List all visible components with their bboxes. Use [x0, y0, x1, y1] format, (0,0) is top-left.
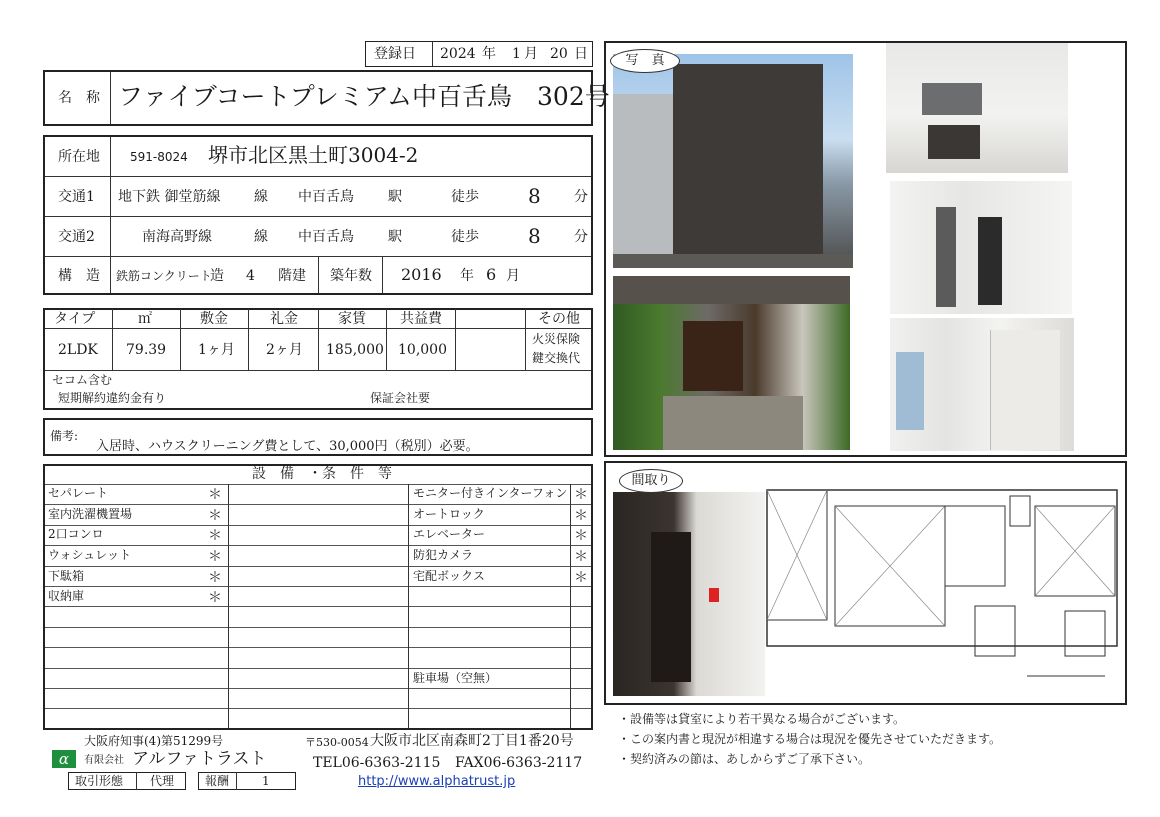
structure-material: 鉄筋コンクリート	[116, 269, 212, 283]
deal-label: 取引形態	[75, 774, 124, 788]
transport1-minutes-unit: 分	[574, 189, 588, 205]
registration-day: 20	[550, 46, 568, 62]
header-area: ㎡	[138, 311, 152, 327]
transport1-station-unit: 駅	[388, 189, 402, 205]
registration-year: 2024	[440, 46, 476, 62]
equipment-item: 宅配ボックス	[413, 569, 485, 583]
registration-day-unit: 日	[574, 46, 588, 62]
note-secom: セコム含む	[52, 373, 113, 387]
equipment-item: 防犯カメラ	[413, 548, 474, 562]
value-rent: 185,000	[326, 342, 384, 358]
structure-floors: 4	[246, 268, 255, 284]
equipment-row-divider	[45, 606, 591, 607]
value-type: 2LDK	[58, 342, 98, 358]
floorplan-drawing	[765, 486, 1119, 698]
kitchen-photo	[886, 43, 1068, 173]
value-key-money: 2ヶ月	[266, 342, 303, 358]
note-penalty: 短期解約違約金有り	[58, 391, 167, 405]
transport1-line-unit: 線	[254, 189, 268, 205]
transport1-label: 交通1	[58, 189, 95, 205]
transport2-label: 交通2	[58, 229, 95, 245]
location-label: 所在地	[58, 149, 100, 165]
equipment-mark: ＊	[574, 570, 588, 586]
registration-label: 登録日	[374, 46, 416, 62]
photos-label: 写 真	[610, 49, 680, 73]
equipment-mark: ＊	[208, 549, 222, 565]
transport1-minutes: 8	[528, 184, 541, 208]
value-other-1: 火災保険	[532, 332, 581, 346]
built-label: 築年数	[330, 268, 372, 284]
equipment-row-divider	[45, 708, 591, 709]
company-website-link[interactable]: http://www.alphatrust.jp	[358, 774, 516, 789]
structure-label: 構 造	[58, 268, 100, 284]
company-postal: 〒530-0054	[305, 736, 369, 749]
equipment-mark: ＊	[208, 508, 222, 524]
equipment-mark: ＊	[574, 508, 588, 524]
license-number: 大阪府知事(4)第51299号	[84, 734, 224, 748]
equipment-item: セパレート	[48, 486, 109, 500]
company-tel: TEL06-6363-2115	[313, 755, 441, 771]
transport2-line: 南海高野線	[142, 229, 212, 245]
value-common-fee: 10,000	[398, 342, 447, 358]
built-month-unit: 月	[506, 268, 520, 284]
equipment-mark: ＊	[574, 528, 588, 544]
name-label: 名 称	[58, 90, 100, 106]
equipment-item: 室内洗濯機置場	[48, 507, 133, 521]
structure-floors-unit: 階建	[278, 268, 306, 284]
equipment-row-divider	[45, 525, 591, 526]
equipment-mark: ＊	[208, 570, 222, 586]
equipment-mark: ＊	[574, 487, 588, 503]
parking-status: 駐車場（空無）	[413, 671, 498, 685]
registration-year-unit: 年	[482, 46, 496, 62]
deal-value: 代理	[150, 774, 175, 788]
remarks-label: 備考:	[50, 429, 79, 443]
equipment-mark: ＊	[208, 487, 222, 503]
header-rent: 家賃	[338, 311, 366, 327]
built-year-unit: 年	[460, 268, 474, 284]
value-deposit: 1ヶ月	[198, 342, 235, 358]
location-postal: 591-8024	[130, 150, 188, 164]
company-type: 有限会社	[84, 755, 124, 766]
transport1-walk: 徒歩	[451, 189, 479, 205]
header-type: タイプ	[54, 311, 96, 327]
registration-month-unit: 月	[524, 46, 538, 62]
fee-value: 1	[262, 774, 270, 788]
equipment-row-divider	[45, 545, 591, 546]
value-other-2: 鍵交換代	[532, 351, 581, 365]
note-guarantor: 保証会社要	[370, 391, 431, 405]
built-year: 2016	[401, 265, 442, 284]
equipment-mark: ＊	[208, 528, 222, 544]
company-name: アルファトラスト	[132, 749, 267, 769]
note-line-1: ・設備等は貸室により若干異なる場合がございます。	[618, 712, 906, 726]
equipment-mark: ＊	[208, 590, 222, 606]
header-deposit: 敷金	[200, 311, 228, 327]
value-area: 79.39	[126, 342, 167, 358]
entrance-door-photo	[613, 492, 765, 696]
header-key-money: 礼金	[270, 311, 298, 327]
transport2-line-unit: 線	[254, 229, 268, 245]
note-line-3: ・契約済みの節は、あしからずご了承下さい。	[618, 752, 871, 766]
transport2-minutes: 8	[528, 224, 541, 248]
remarks-text: 入居時、ハウスクリーニング費として、30,000円（税別）必要。	[96, 439, 479, 454]
equipment-row-divider	[45, 586, 591, 587]
alpha-logo-icon: α	[58, 750, 70, 768]
transport2-station: 中百舌鳥	[298, 229, 354, 245]
floorplan-label: 間取り	[619, 469, 683, 493]
company-fax: FAX06-6363-2117	[455, 755, 583, 771]
equipment-item: モニター付きインターフォン	[413, 486, 568, 500]
exterior-photo	[613, 54, 853, 268]
company-address: 大阪市北区南森町2丁目1番20号	[370, 733, 574, 749]
equipment-row-divider	[45, 647, 591, 648]
equipment-row-divider	[45, 688, 591, 689]
transport2-minutes-unit: 分	[574, 229, 588, 245]
note-line-2: ・この案内書と現況が相違する場合は現況を優先させていただきます。	[618, 732, 1002, 746]
structure-material-unit: 造	[210, 268, 224, 284]
transport1-station: 中百舌鳥	[298, 189, 354, 205]
equipment-row-divider	[45, 504, 591, 505]
company-logo	[52, 750, 76, 768]
fee-label: 報酬	[205, 774, 230, 788]
header-other: その他	[538, 311, 580, 327]
equipment-title: 設 備 ・条 件 等	[252, 466, 392, 482]
property-name: ファイブコートプレミアム中百舌鳥 302号	[118, 82, 610, 111]
equipment-item: 下駄箱	[48, 569, 85, 583]
equipment-row-divider	[45, 484, 591, 485]
registration-month: 1	[512, 46, 521, 62]
equipment-row-divider	[45, 566, 591, 567]
equipment-item: ウォシュレット	[48, 548, 132, 562]
equipment-row-divider	[45, 668, 591, 669]
equipment-item: オートロック	[413, 507, 485, 521]
transport1-line: 地下鉄 御堂筋線	[118, 189, 221, 205]
equipment-row-divider	[45, 627, 591, 628]
location-address: 堺市北区黒土町3004-2	[208, 143, 419, 167]
transport2-walk: 徒歩	[451, 229, 479, 245]
bedroom-photo	[890, 318, 1074, 451]
equipment-mark: ＊	[574, 549, 588, 565]
built-month: 6	[486, 265, 497, 284]
entrance-photo	[613, 276, 850, 450]
equipment-item: エレベーター	[413, 527, 486, 541]
hallway-photo	[890, 181, 1072, 314]
transport2-station-unit: 駅	[388, 229, 402, 245]
header-common-fee: 共益費	[400, 311, 442, 327]
equipment-item: 収納庫	[48, 589, 85, 603]
equipment-item: 2口コンロ	[48, 527, 104, 541]
